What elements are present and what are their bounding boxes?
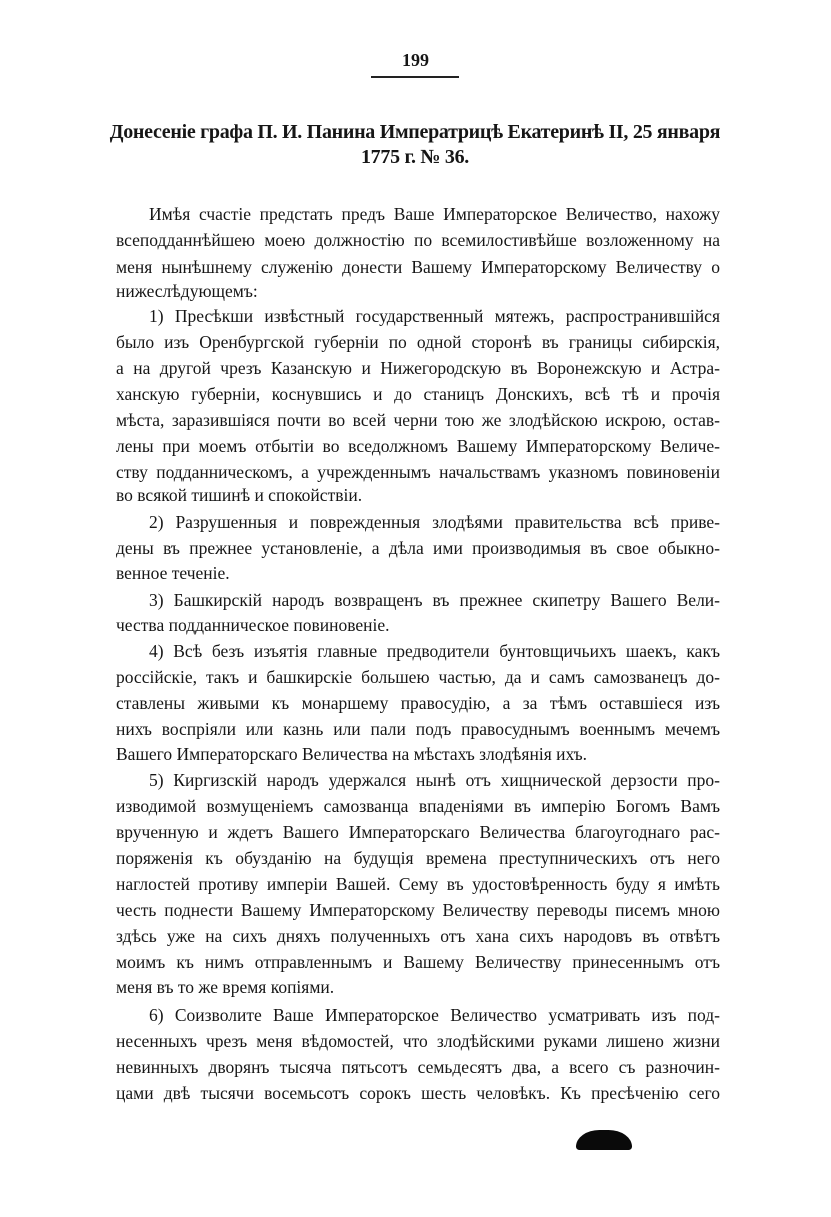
text-line: дены въ прежнее установленіе, а дѣла ими производимыя въ свое обыкно- xyxy=(116,538,720,558)
text-line: 1) Пресѣкши извѣстный государственный мятежъ, распространившійся xyxy=(149,306,720,326)
text-line: 4) Всѣ безъ изъятія главные предводители бунтовщичьихъ шаекъ, какъ xyxy=(149,641,720,661)
ink-blot-ornament xyxy=(576,1130,632,1150)
text-line: невинныхъ дворянъ тысяча пятьсотъ семьдесятъ два, а всего съ разночин- xyxy=(116,1057,720,1077)
text-line: лены при моемъ отбытіи во вседолжномъ Вашему Императорскому Величе- xyxy=(116,436,720,456)
text-line: во всякой тишинѣ и спокойствіи. xyxy=(116,485,363,505)
text-line: 5) Киргизскій народъ удержался нынѣ отъ хищнической дерзости про- xyxy=(149,770,720,790)
text-line: россійскіе, такъ и башкирскіе большею частью, да и самъ самозванецъ до- xyxy=(116,667,720,687)
text-line: врученную и ждетъ Вашего Императорскаго Величества благоугоднаго рас- xyxy=(116,822,720,842)
text-line: меня въ то же время копіями. xyxy=(116,977,335,997)
text-line: мѣста, заразившіяся почти во всей черни тою же злодѣйскою искрою, остав- xyxy=(116,410,720,430)
text-line: моимъ къ нимъ отправленнымъ и Вашему Величеству принесеннымъ отъ xyxy=(116,952,720,972)
text-line: меня нынѣшнему служенію донести Вашему Императорскому Величеству о xyxy=(116,257,720,277)
text-line: венное теченіе. xyxy=(116,563,230,583)
text-line: нихъ воспріяли или казнь или пали подъ правосуднымъ военнымъ мечемъ xyxy=(116,719,720,739)
text-line: несенныхъ чрезъ меня вѣдомостей, что злодѣйскими руками лишено жизни xyxy=(116,1031,720,1051)
text-line: цами двѣ тысячи восемьсотъ сорокъ шесть человѣкъ. Къ пресѣченію сего xyxy=(116,1083,720,1103)
text-line: 3) Башкирскій народъ возвращенъ въ прежнее скипетру Вашего Вели- xyxy=(149,590,720,610)
text-line: нижеслѣдующемъ: xyxy=(116,281,258,301)
text-line: здѣсь уже на сихъ дняхъ полученныхъ отъ хана сихъ народовъ въ отвѣтъ xyxy=(116,926,720,946)
text-line: честь поднести Вашему Императорскому Величеству переводы писемъ мною xyxy=(116,900,720,920)
document-title-line-2: 1775 г. № 36. xyxy=(360,146,470,168)
text-line: всеподданнѣйшею моею должностію по всемилостивѣйше возложенному на xyxy=(116,230,720,250)
page-number-rule xyxy=(371,76,459,78)
text-line: было изъ Оренбургской губерніи по одной сторонѣ въ границы сибирскія, xyxy=(116,332,720,352)
page-number: 199 xyxy=(402,50,429,70)
text-line: Имѣя счастіе предстать предъ Ваше Императорское Величество, нахожу xyxy=(149,204,720,224)
text-line: Вашего Императорскаго Величества на мѣстахъ злодѣянія ихъ. xyxy=(116,744,588,764)
text-line: 2) Разрушенныя и поврежденныя злодѣями правительства всѣ приве- xyxy=(149,512,720,532)
text-line: ханскую губерніи, коснувшись и до станицъ Донскихъ, всѣ тѣ и прочія xyxy=(116,384,720,404)
text-line: ставлены живыми къ монаршему правосудію, а за тѣмъ оставшіеся изъ xyxy=(116,693,720,713)
text-line: наглостей противу имперіи Вашей. Сему въ удостовѣренность буду я имѣть xyxy=(116,874,720,894)
text-line: чества подданническое повиновеніе. xyxy=(116,615,390,635)
text-line: изводимой возмущеніемъ самозванца впаденіями въ имперію Богомъ Вамъ xyxy=(116,796,720,816)
text-line: 6) Соизволите Ваше Императорское Величество усматривать изъ под- xyxy=(149,1005,720,1025)
text-line: а на другой чрезъ Казанскую и Нижегородскую въ Воронежскую и Астра- xyxy=(116,358,720,378)
text-line: поряженія къ обузданію на будущія времена преступническихъ отъ него xyxy=(116,848,720,868)
document-title-line-1: Донесеніе графа П. И. Панина Императрицѣ Екатеринѣ II, 25 января xyxy=(109,121,721,143)
text-line: ству подданническомъ, а учрежденнымъ начальствамъ указномъ повиновеніи xyxy=(116,462,720,482)
